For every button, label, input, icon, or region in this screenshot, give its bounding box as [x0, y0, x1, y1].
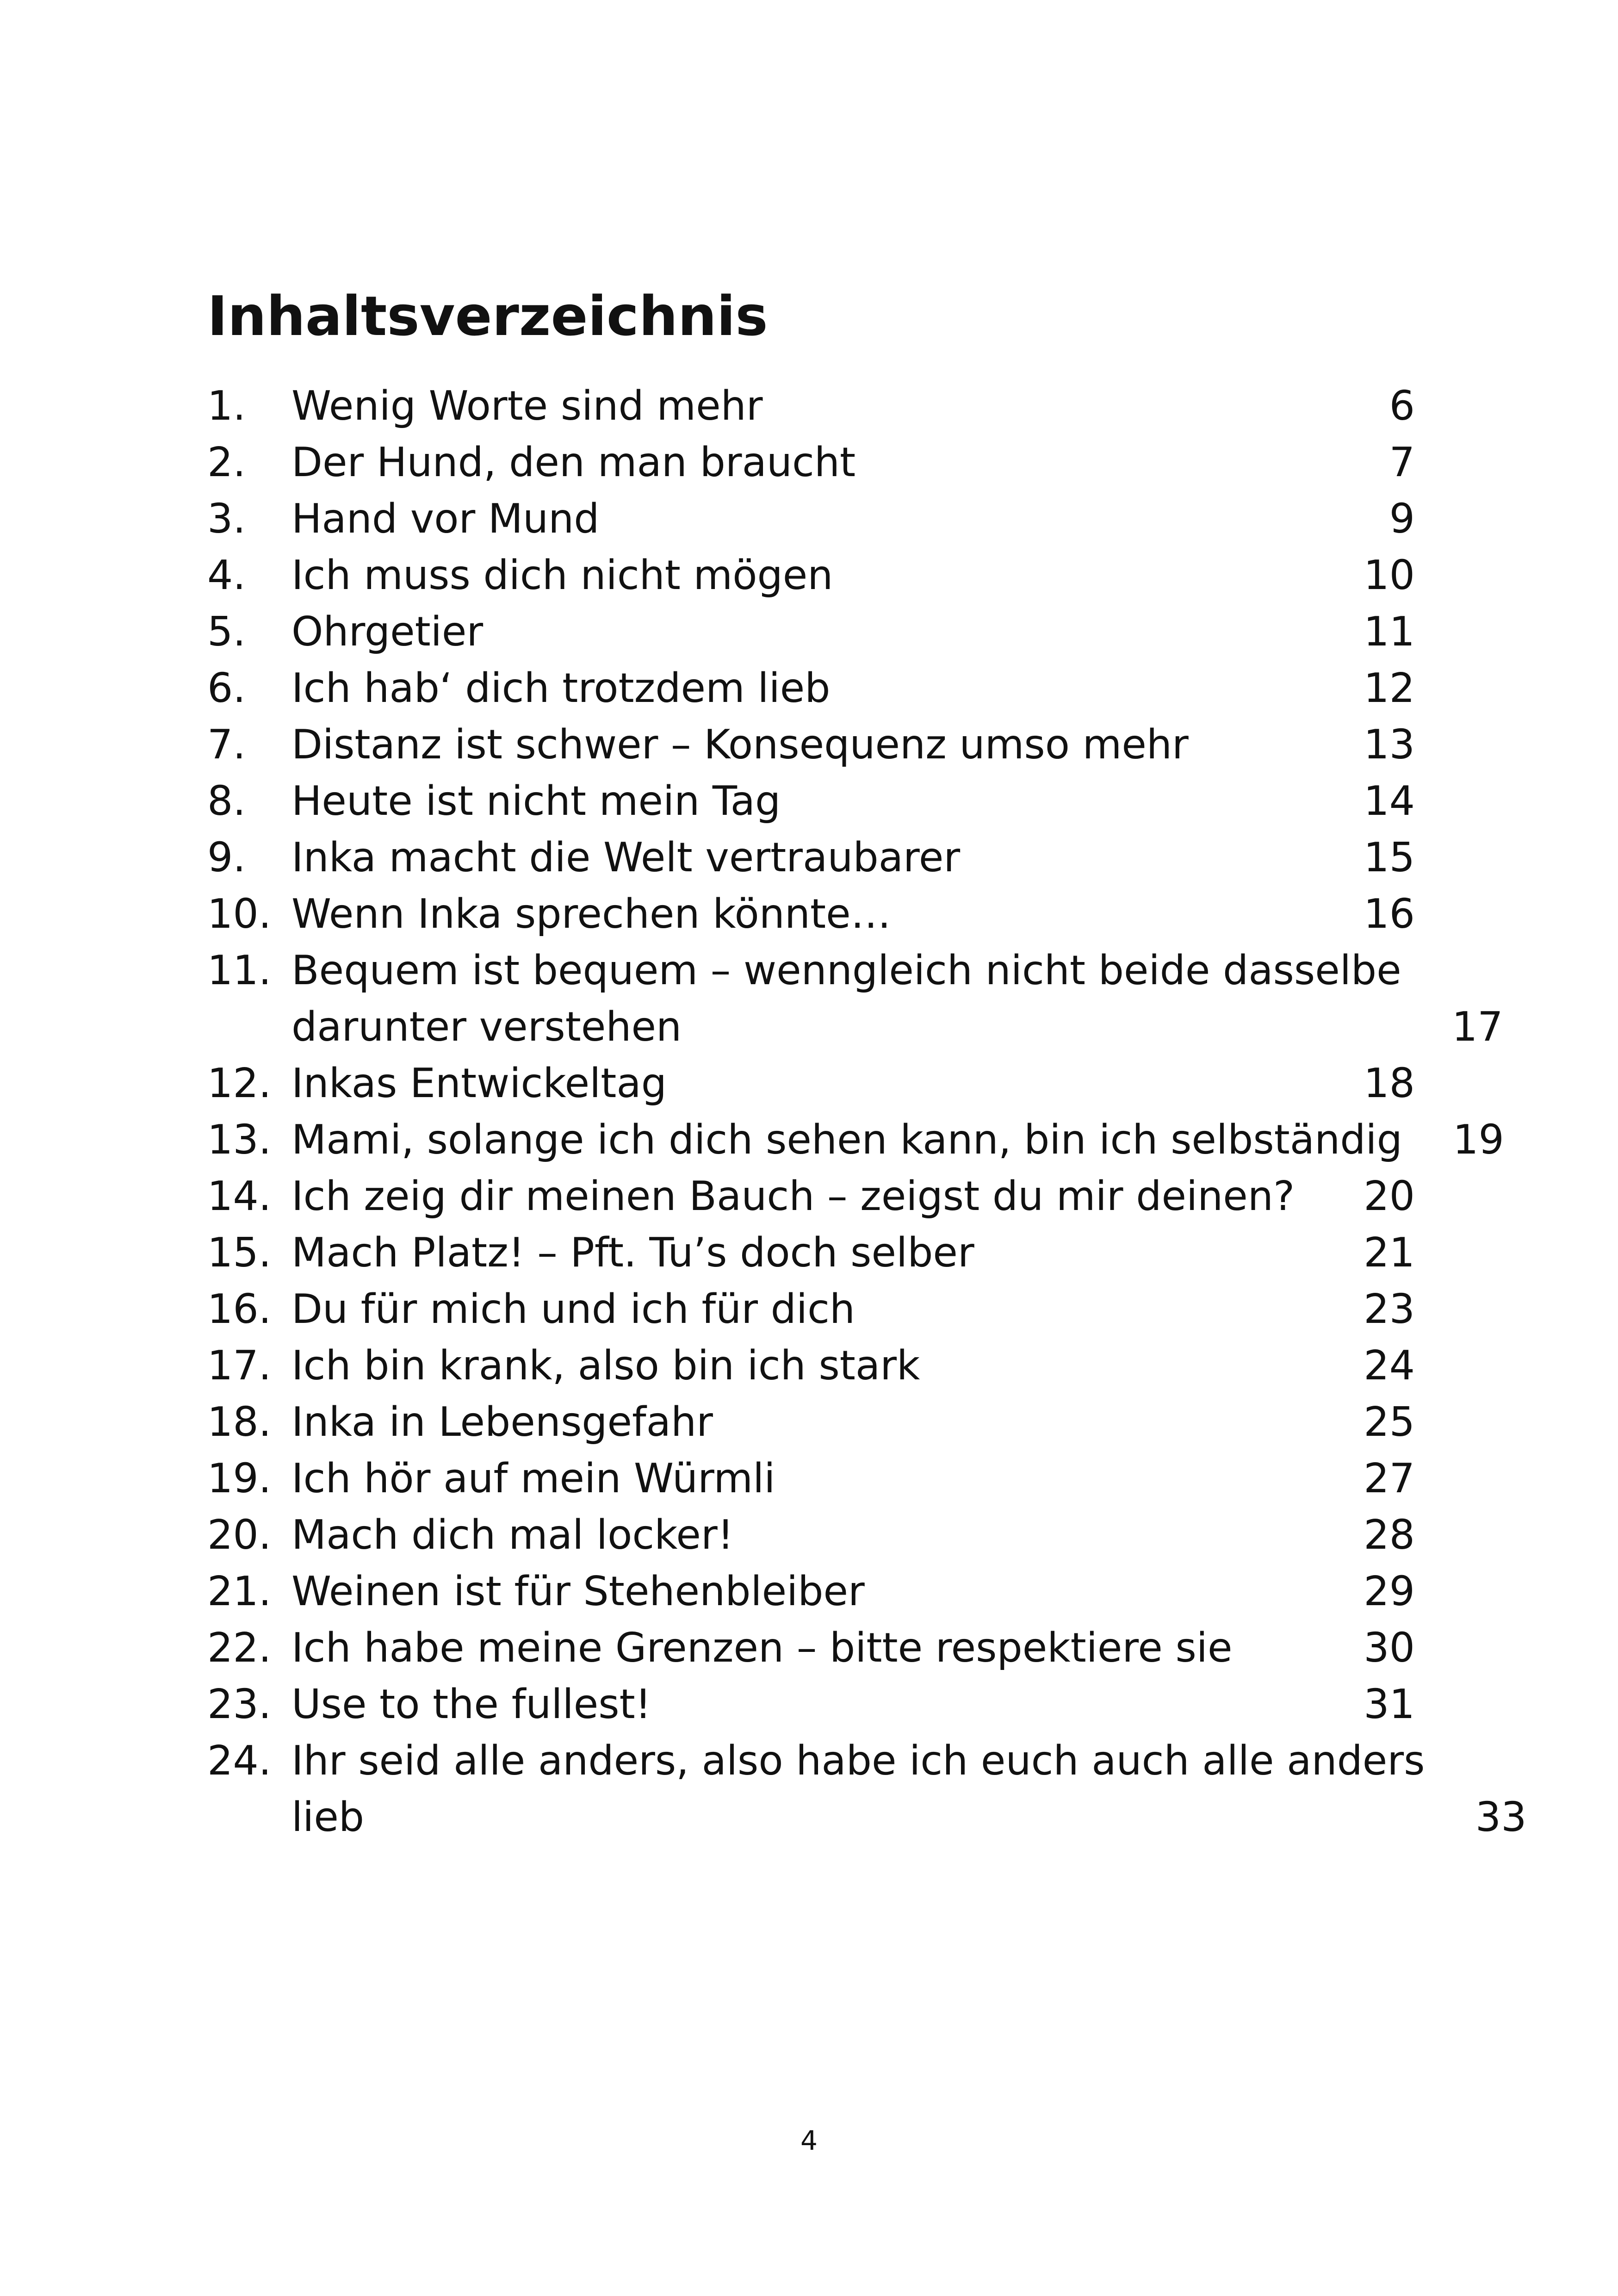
toc-entry-number: 19. — [207, 1455, 272, 1502]
toc-entry-number: 6. — [207, 664, 246, 712]
toc-entry-number: 8. — [207, 777, 246, 825]
toc-entry — [207, 1676, 1415, 1732]
toc-entry-page: 27 — [1364, 1455, 1415, 1502]
toc-entry-page: 17 — [1451, 1003, 1503, 1050]
toc-entry-page: 28 — [1364, 1511, 1415, 1558]
toc-entry-number: 16. — [207, 1285, 272, 1333]
toc-entry — [207, 829, 1415, 886]
toc-entry — [207, 660, 1415, 716]
toc-entry — [207, 942, 1503, 1055]
toc-entry-title: Wenn Inka sprechen könnte… — [291, 890, 891, 937]
toc-entry-title: Mami, solange ich dich sehen kann, bin ich selbständig — [291, 1116, 1402, 1163]
toc-entry-number: 20. — [207, 1511, 272, 1558]
toc-entry-page: 23 — [1364, 1285, 1415, 1333]
toc-entry-title: Ich hab‘ dich trotzdem lieb — [291, 664, 831, 712]
toc-entry — [207, 773, 1415, 829]
toc-entry — [207, 1450, 1415, 1507]
toc-entry-number: 1. — [207, 382, 246, 429]
toc-entry-page: 13 — [1364, 721, 1415, 768]
toc-entry — [207, 1055, 1415, 1111]
toc-entry-number: 14. — [207, 1173, 272, 1220]
toc-entry-page: 14 — [1364, 777, 1415, 825]
toc-entry — [207, 1337, 1415, 1394]
toc-entry-title: Ihr seid alle anders, also habe ich euch auch alle anders lieb — [291, 1737, 1425, 1841]
toc-entry — [207, 1563, 1415, 1620]
toc-entry — [207, 1394, 1415, 1450]
toc-entry — [207, 490, 1415, 547]
toc-entry-page: 18 — [1364, 1060, 1415, 1107]
toc-entry — [207, 1111, 1504, 1168]
toc-entry-title: Inka in Lebensgefahr — [291, 1398, 713, 1446]
toc-entry — [207, 1224, 1415, 1281]
toc-entry-title: Weinen ist für Stehenbleiber — [291, 1568, 865, 1615]
toc-entry-page: 29 — [1364, 1568, 1415, 1615]
toc-entry-title: Der Hund, den man braucht — [291, 439, 856, 486]
toc-entry — [207, 547, 1415, 603]
toc-entry-title: Mach Platz! – Pft. Tu’s doch selber — [291, 1229, 974, 1276]
toc-entry-title: Ich hör auf mein Würmli — [291, 1455, 775, 1502]
page-title: Inhaltsverzeichnis — [207, 284, 768, 348]
toc-entry-number: 3. — [207, 495, 246, 542]
toc-entry-page: 31 — [1364, 1681, 1415, 1728]
toc-entry — [207, 1281, 1415, 1337]
toc-entry — [207, 886, 1415, 942]
toc-entry-title: Ich zeig dir meinen Bauch – zeigst du mir deinen? — [291, 1173, 1295, 1220]
toc-entry-page: 9 — [1389, 495, 1415, 542]
toc-entry-page: 21 — [1364, 1229, 1415, 1276]
toc-entry-title: Use to the fullest! — [291, 1681, 651, 1728]
toc-entry-page: 11 — [1364, 608, 1415, 655]
toc-entry-title: Bequem ist bequem – wenngleich nicht beide dasselbe darunter verstehen — [291, 947, 1401, 1050]
toc-entry — [207, 716, 1415, 773]
toc-entry-title: Inkas Entwickeltag — [291, 1060, 667, 1107]
toc-entry-page: 12 — [1364, 664, 1415, 712]
toc-entry-page: 20 — [1364, 1173, 1415, 1220]
toc-entry-title: Du für mich und ich für dich — [291, 1285, 855, 1333]
toc-entry-page: 19 — [1453, 1116, 1504, 1163]
toc-entry-number: 22. — [207, 1624, 272, 1671]
toc-entry-number: 17. — [207, 1342, 272, 1389]
toc-entry — [207, 1168, 1415, 1224]
toc-entry-number: 7. — [207, 721, 246, 768]
toc-entry-title: Ich habe meine Grenzen – bitte respektiere sie — [291, 1624, 1233, 1671]
toc-entry-page: 15 — [1364, 834, 1415, 881]
toc-entry-number: 10. — [207, 890, 272, 937]
toc-entry-page: 7 — [1389, 439, 1415, 486]
toc-entry-number: 4. — [207, 552, 246, 599]
toc-entry-page: 10 — [1364, 552, 1415, 599]
toc-entry-title: Inka macht die Welt vertraubarer — [291, 834, 961, 881]
toc-entry-number: 21. — [207, 1568, 272, 1615]
toc-entry-number: 2. — [207, 439, 246, 486]
toc-entry-title: Ich muss dich nicht mögen — [291, 552, 833, 599]
toc-entry-number: 15. — [207, 1229, 272, 1276]
toc-entry-title: Heute ist nicht mein Tag — [291, 777, 781, 825]
toc-list — [207, 378, 1527, 1845]
toc-entry-number: 13. — [207, 1116, 272, 1163]
toc-entry-number: 23. — [207, 1681, 272, 1728]
toc-entry-title: Ich bin krank, also bin ich stark — [291, 1342, 920, 1389]
toc-entry — [207, 1620, 1415, 1676]
toc-entry — [207, 1732, 1527, 1845]
toc-entry-page: 33 — [1475, 1793, 1527, 1841]
toc-entry-page: 30 — [1364, 1624, 1415, 1671]
toc-entry-title: Ohrgetier — [291, 608, 484, 655]
toc-entry — [207, 603, 1415, 660]
toc-entry-number: 24. — [207, 1737, 272, 1784]
toc-entry — [207, 378, 1415, 434]
toc-entry — [207, 1507, 1415, 1563]
toc-entry-title: Distanz ist schwer – Konsequenz umso mehr — [291, 721, 1189, 768]
toc-entry-number: 5. — [207, 608, 246, 655]
toc-entry-title: Mach dich mal locker! — [291, 1511, 734, 1558]
page-number: 4 — [800, 2125, 818, 2156]
toc-entry-title: Hand vor Mund — [291, 495, 600, 542]
toc-entry-number: 11. — [207, 947, 272, 994]
toc-entry-page: 6 — [1389, 382, 1415, 429]
toc-entry-number: 12. — [207, 1060, 272, 1107]
toc-entry-title: Wenig Worte sind mehr — [291, 382, 763, 429]
toc-entry-page: 16 — [1364, 890, 1415, 937]
toc-entry-page: 24 — [1364, 1342, 1415, 1389]
toc-entry-page: 25 — [1364, 1398, 1415, 1446]
toc-entry-number: 9. — [207, 834, 246, 881]
toc-entry-number: 18. — [207, 1398, 272, 1446]
toc-entry — [207, 434, 1415, 490]
